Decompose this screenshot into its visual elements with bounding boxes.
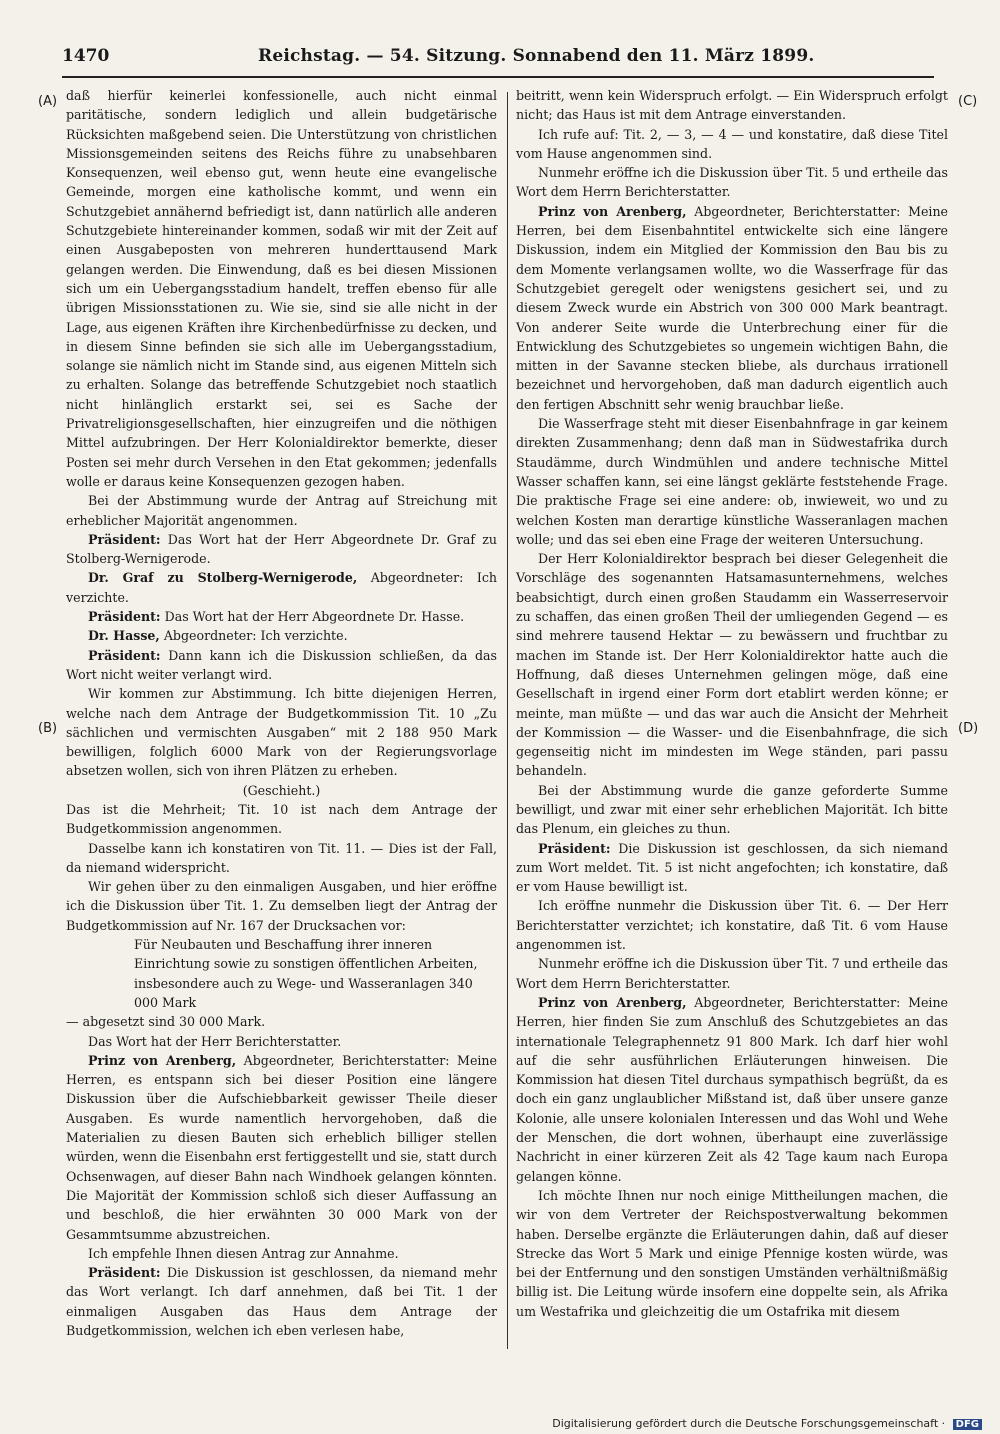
paragraph: [66, 839, 497, 878]
paragraph-text: Nunmehr eröffne ich die Diskussion über Tit. 7 und ertheile das Wort dem Herrn Berichterstatter.: [516, 956, 948, 991]
paragraph-text: Bei der Abstimmung wurde der Antrag auf Streichung mit erheblicher Majorität angenommen.: [66, 493, 497, 528]
paragraph: [516, 954, 948, 993]
paragraph: [516, 549, 948, 781]
paragraph: [66, 1244, 497, 1263]
paragraph: [66, 1012, 497, 1031]
paragraph: [516, 781, 948, 839]
paragraph: [516, 125, 948, 164]
speaker-name: Präsident:: [88, 1265, 161, 1281]
paragraph: [66, 877, 497, 935]
paragraph: [66, 1032, 497, 1051]
paragraph-text: Wir gehen über zu den einmaligen Ausgaben, und hier eröffne ich die Diskussion über Tit. 1. Zu demselben liegt der Antrag der Budgetkommission auf Nr. 167 der Drucksachen vor:: [66, 879, 497, 933]
paragraph: [66, 1263, 497, 1340]
page-number: 1470: [62, 46, 110, 66]
margin-marker-c: (C): [958, 94, 978, 109]
paragraph: [66, 607, 497, 626]
paragraph: [516, 414, 948, 549]
paragraph-text: Nunmehr eröffne ich die Diskussion über Tit. 5 und ertheile das Wort dem Herrn Berichterstatter.: [516, 165, 948, 200]
column-divider: [507, 92, 508, 1349]
speaker-name: Prinz von Arenberg,: [538, 203, 687, 219]
paragraph-text: daß hierfür keinerlei konfessionelle, auch nicht einmal paritätische, sondern lediglich und allein budgetärische Rücksichten maßgebend seien. Die Unterstützung von christlichen Missionsgemeinden seitens des Reichs führe zu unabsehbaren Konsequenzen, weil ebenso gut, wenn heute eine evangelische Gemeinde, morgen eine katholische kommt, und wenn ein Schutzgebiet annähernd befriedigt ist, dann natürlich alle anderen Schutzgebiete hintereinander kommen, sodaß wir mit der Zeit auf einen Ausgabeposten von mehreren hunderttausend Mark gelangen werden. Die Einwendung, daß es bei diesen Missionen sich um ein Uebergangsstadium handelt, treffen ebenso für alle übrigen Missionsstationen zu. Wie sie, sind sie alle nicht in der Lage, aus eigenen Kräften ihre Kirchenbedürfnisse zu decken, und in diesem Sinne befinden sie sich alle im Uebergangsstadium, solange sie nämlich nicht im Stande sind, aus eigenen Mitteln sich zu erhalten. Solange das betreffende Schutzgebiet noch staatlich nicht hinlänglich erstarkt sei, sei es Sache der Privatreligionsgesellschaften, hier einzugreifen und die nöthigen Mittel aufzubringen. Der Herr Kolonialdirektor bemerkte, dieser Posten sei mehr durch Versehen in den Etat gekommen; jedenfalls wolle er daraus keine Konsequenzen gezogen haben.: [66, 88, 497, 489]
paragraph-text: Das Wort hat der Herr Abgeordnete Dr. Hasse.: [160, 609, 465, 625]
paragraph-text: (Geschieht.): [242, 782, 321, 798]
paragraph-text: Ich eröffne nunmehr die Diskussion über Tit. 6. — Der Herr Berichterstatter verzichtet; ich konstatire, daß Tit. 6 vom Hause angenommen ist.: [516, 898, 948, 953]
paragraph: [66, 646, 497, 685]
paragraph-text: Dasselbe kann ich konstatiren von Tit. 11. — Dies ist der Fall, da niemand widerspricht.: [66, 840, 497, 875]
speaker-name: Präsident:: [88, 647, 161, 663]
paragraph-text: Abgeordneter, Berichterstatter: Meine Herren, bei dem Eisenbahntitel entwickelte sich eine längere Diskussion, indem ein Mitglied der Kommission den Bau bis zu dem Momente verlangsamen wollte, wo die Wasserfrage für das Schutzgebiet geregelt oder wenigstens gesichert sei, und zu diesem Zweck wurde ein Abstrich von 300 000 Mark beantragt. Von anderer Seite wurde die Unterbrechung einer für die Entwicklung des Schutzgebietes so ungemein wichtigen Bahn, die mitten in der Savanne stecken bliebe, als durchaus irrationell bezeichnet und hervorgehoben, daß man dadurch eigentlich auch den fertigen Abschnitt sehr wenig brauchbar ließe.: [516, 203, 949, 412]
paragraph-text: Der Herr Kolonialdirektor besprach bei dieser Gelegenheit die Vorschläge des sogenannten Hatsamasunternehmens, welches beabsichtigt, durch einen großen Staudamm ein Wasserreservoir zu schaffen, das einen großen Theil der umliegenden Gegend — es sind mehrere tausend Hektar — zu bewässern und fruchtbar zu machen im Stande ist. Der Herr Kolonialdirektor hatte auch die Hoffnung, daß dieses Unternehmen gelingen möge, daß eine Gesellschaft in irgend einer Form dort etablirt werden könne; er meinte, man müßte — und das war auch die Ansicht der Mehrheit der Kommission — die Wasser- und die Eisenbahnfrage, die sich gegenseitig nicht im mindesten im Wege ständen, pari passu behandeln.: [516, 551, 948, 779]
speaker-name: Dr. Hasse,: [88, 628, 160, 644]
paragraph: [516, 202, 948, 414]
margin-marker-d: (D): [958, 721, 979, 736]
margin-marker-b: (B): [38, 721, 58, 736]
paragraph-text: Die Diskussion ist geschlossen, da sich niemand zum Wort meldet. Tit. 5 ist nicht angefochten; ich konstatire, daß er vom Hause bewilligt ist.: [516, 840, 948, 895]
paragraph-text: Ich möchte Ihnen nur noch einige Mittheilungen machen, die wir von dem Vertreter der Reichspostverwaltung bekommen haben. Derselbe ergänzte die Erläuterungen dahin, daß auf dieser Strecke das Wort 5 Mark und einige Pfennige kosten würde, was bei der Entfernung und den sonstigen Umständen verhältnißmäßig billig ist. Die Leitung würde insofern eine doppelte sein, als Afrika um Westafrika und gleichzeitig die um Ostafrika mit diesem: [516, 1187, 948, 1319]
header-rule: [62, 76, 934, 78]
credit-text: Digitalisierung gefördert durch die Deutsche Forschungsgemeinschaft ·: [552, 1417, 946, 1430]
paragraph-text: Abgeordneter, Berichterstatter: Meine Herren, es entspann sich bei dieser Position eine längere Diskussion über die Aufschiebbarkeit gewisser Theile dieser Ausgaben. Es wurde namentlich hervorgehoben, daß die Materialien zu diesen Bauten sich erheblich billiger stellen würden, wenn die Eisenbahn erst fertiggestellt und sie, statt durch Ochsenwagen, auf dieser Bahn nach Windhoek gelangen könnten. Die Majorität der Kommission schloß sich dieser Auffassung an und beschloß, die hier erwähnten 30 000 Mark von der Gesammtsumme abzustreichen.: [66, 1052, 497, 1242]
paragraph-text: Das ist die Mehrheit; Tit. 10 ist nach dem Antrage der Budgetkommission angenommen.: [66, 801, 497, 837]
paragraph-text: — abgesetzt sind 30 000 Mark.: [66, 1014, 266, 1030]
paragraph: [66, 86, 497, 491]
paragraph-text: Abgeordneter: Ich verzichte.: [159, 628, 348, 644]
paragraph: [516, 1186, 948, 1321]
paragraph-text: Dann kann ich die Diskussion schließen, da das Wort nicht weiter verlangt wird.: [66, 647, 497, 682]
speaker-name: Prinz von Arenberg,: [88, 1052, 237, 1068]
paragraph: [516, 839, 948, 897]
paragraph-text: Das Wort hat der Herr Abgeordnete Dr. Graf zu Stolberg-Wernigerode.: [66, 531, 497, 567]
paragraph-text: Die Wasserfrage steht mit dieser Eisenbahnfrage in gar keinem direkten Zusammenhang; denn daß man in Südwestafrika durch Staudämme, durch Windmühlen und andere technische Mittel Wasser schaffen kann, sei eine längst geklärte feststehende Frage. Die praktische Frage sei eine andere: ob, inwieweit, wo und zu welchen Kosten man derartige künstliche Wasseranlagen machen wolle; und das sei eben eine Frage der weiteren Untersuchung.: [516, 416, 948, 547]
speaker-name: Präsident:: [88, 531, 161, 547]
running-title: Reichstag. — 54. Sitzung. Sonnabend den 11. März 1899.: [258, 46, 815, 66]
paragraph-text: Ich rufe auf: Tit. 2, — 3, — 4 — und konstatire, daß diese Titel vom Hause angenommen sind.: [516, 126, 948, 161]
paragraph: [66, 491, 497, 530]
paragraph: [516, 896, 948, 954]
paragraph: [516, 163, 948, 202]
paragraph-text: Die Diskussion ist geschlossen, da niemand mehr das Wort verlangt. Ich darf annehmen, daß bei Tit. 1 der einmaligen Ausgaben das Haus dem Antrage der Budgetkommission, welchen ich eben verlesen habe,: [66, 1265, 497, 1338]
paragraph-text: Bei der Abstimmung wurde die ganze geforderte Summe bewilligt, und zwar mit einer sehr erheblichen Majorität. Ich bitte das Plenum, ein gleiches zu thun.: [516, 782, 948, 837]
paragraph: [66, 684, 497, 780]
speaker-name: Prinz von Arenberg,: [538, 994, 687, 1010]
paragraph-text: beitritt, wenn kein Widerspruch erfolgt. — Ein Widerspruch erfolgt nicht; das Haus ist mit dem Antrage einverstanden.: [516, 88, 948, 123]
paragraph: [516, 993, 948, 1186]
dfg-logo: DFG: [953, 1419, 982, 1430]
left-column: [66, 86, 497, 1340]
paragraph: [66, 1051, 497, 1244]
paragraph-text: Für Neubauten und Beschaffung ihrer inneren Einrichtung sowie zu sonstigen öffentlichen Arbeiten, insbesondere auch zu Wege- und Wasseranlagen 340 000 Mark: [134, 937, 478, 1010]
paragraph: [66, 568, 497, 607]
paragraph-text: Wir kommen zur Abstimmung. Ich bitte diejenigen Herren, welche nach dem Antrage der Budgetkommission Tit. 10 „Zu sächlichen und vermischten Ausgaben“ mit 2 188 950 Mark bewilligen, folglich 6000 Mark von der Regierungsvorlage absetzen wollen, sich von ihren Plätzen zu erheben.: [66, 686, 497, 779]
digitization-credit: [552, 1417, 982, 1430]
right-column: [516, 86, 948, 1321]
paragraph: [516, 86, 948, 125]
paragraph: [66, 626, 497, 645]
speaker-name: Präsident:: [88, 609, 161, 625]
margin-marker-a: (A): [38, 94, 58, 109]
paragraph: [66, 530, 497, 569]
paragraph-text: Das Wort hat der Herr Berichterstatter.: [88, 1033, 342, 1049]
paragraph-text: Ich empfehle Ihnen diesen Antrag zur Annahme.: [88, 1245, 399, 1261]
page-header: [62, 42, 934, 72]
paragraph-text: Abgeordneter: Ich verzichte.: [66, 570, 497, 605]
speaker-name: Präsident:: [538, 840, 611, 856]
paragraph: [134, 935, 497, 1012]
speaker-name: Dr. Graf zu Stolberg-Wernigerode,: [88, 570, 358, 586]
paragraph-text: Abgeordneter, Berichterstatter: Meine Herren, hier finden Sie zum Anschluß des Schutzgebietes an das internationale Telegraphennetz 91 800 Mark. Ich darf hier wohl auf die sehr ausführlichen Erläuterungen hinweisen. Die Kommission hat diesen Titel durchaus sympathisch begrüßt, da es doch ein ganz unglaublicher Mißstand ist, daß über unsere ganze Kolonie, alle unsere kolonialen Interessen und das Wohl und Wehe der Menschen, die dort wohnen, überhaupt eine zuverlässige Nachricht in einer kürzeren Zeit als 42 Tage kaum nach Europa gelangen könne.: [516, 994, 949, 1184]
paragraph: [66, 800, 497, 839]
paragraph: [66, 781, 497, 800]
